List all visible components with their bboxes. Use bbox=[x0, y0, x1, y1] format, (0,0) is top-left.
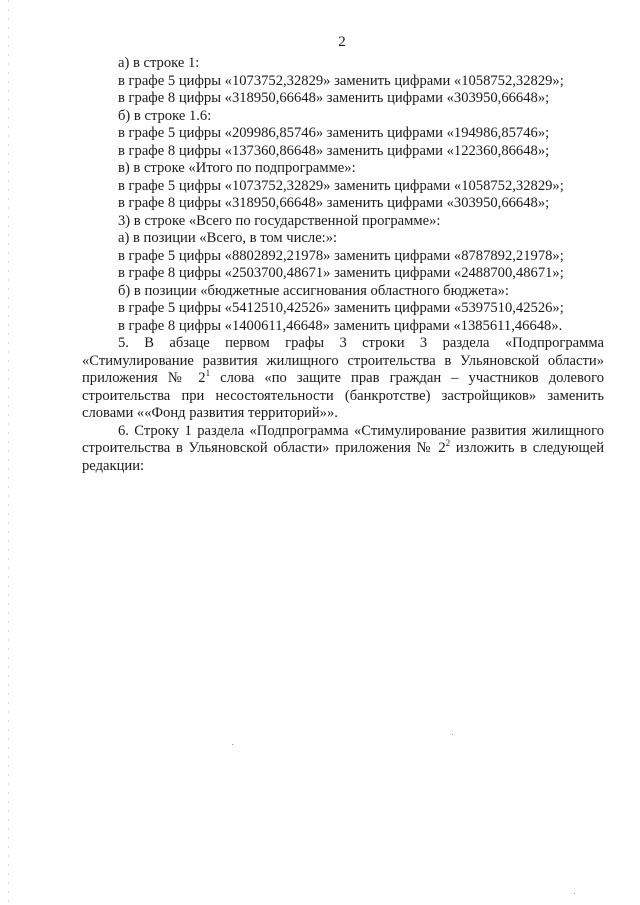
paragraph-6-text-b: изложить в следующей редакции: bbox=[82, 440, 605, 474]
text-line-16: в графе 8 цифры «1400611,46648» заменить цифрами «1385611,46648». bbox=[118, 317, 563, 334]
text-line-5: в графе 5 цифры «209986,85746» заменить цифрами «194986,85746»; bbox=[118, 125, 550, 141]
paragraph-6-text-a: 6. Строку 1 раздела «Подпрограмма «Стимулирование развития жилищного строительства в Ульяновской области» приложения № 2 bbox=[82, 422, 604, 456]
scan-edge-artifact bbox=[8, 0, 9, 905]
document-body bbox=[82, 55, 604, 475]
text-line-12: в графе 5 цифры «8802892,21978» заменить цифрами «8787892,21978»; bbox=[118, 247, 564, 264]
text-line-9: в графе 8 цифры «318950,66648» заменить цифрами «303950,66648»; bbox=[118, 195, 550, 211]
paragraph-5-text-a: 5. В абзаце первом графы 3 строки 3 раздела «Подпрограмма «Стимулирование развития жилищного строительства в Ульяновской области» приложения № 2 bbox=[82, 335, 604, 386]
paragraph-5 bbox=[82, 335, 604, 423]
text-line-11: а) в позиции «Всего, в том числе:»: bbox=[118, 230, 338, 246]
paragraph-5-superscript: 1 bbox=[205, 368, 211, 378]
paragraph-6-superscript: 2 bbox=[445, 438, 451, 448]
text-line-3: в графе 8 цифры «318950,66648» заменить цифрами «303950,66648»; bbox=[118, 90, 550, 106]
paragraph-5-text-b: слова «по защите прав граждан – участников долевого строительства при несостоятельности (банкротстве) застройщиков» заменить словами ««Фонд развития территорий»». bbox=[82, 370, 604, 421]
paragraph-6 bbox=[82, 423, 604, 476]
text-line-1: а) в строке 1: bbox=[118, 55, 200, 71]
text-line-15: в графе 5 цифры «5412510,42526» заменить цифрами «5397510,42526»; bbox=[118, 300, 564, 316]
text-line-7: в) в строке «Итого по подпрограмме»: bbox=[118, 160, 356, 176]
text-line-10: 3) в строке «Всего по государственной программе»: bbox=[118, 212, 441, 229]
scan-speck bbox=[232, 744, 233, 745]
text-line-6: в графе 8 цифры «137360,86648» заменить цифрами «122360,86648»; bbox=[118, 142, 550, 159]
text-line-4: б) в строке 1.6: bbox=[118, 107, 212, 124]
scan-speck bbox=[574, 893, 575, 894]
text-line-2: в графе 5 цифры «1073752,32829» заменить цифрами «1058752,32829»; bbox=[118, 72, 564, 89]
text-line-13: в графе 8 цифры «2503700,48671» заменить цифрами «2488700,48671»; bbox=[118, 265, 564, 281]
page-number: 2 bbox=[338, 34, 346, 50]
text-line-14: б) в позиции «бюджетные ассигнования областного бюджета»: bbox=[118, 282, 509, 299]
scan-speck bbox=[452, 734, 453, 735]
text-line-8: в графе 5 цифры «1073752,32829» заменить цифрами «1058752,32829»; bbox=[118, 177, 564, 194]
